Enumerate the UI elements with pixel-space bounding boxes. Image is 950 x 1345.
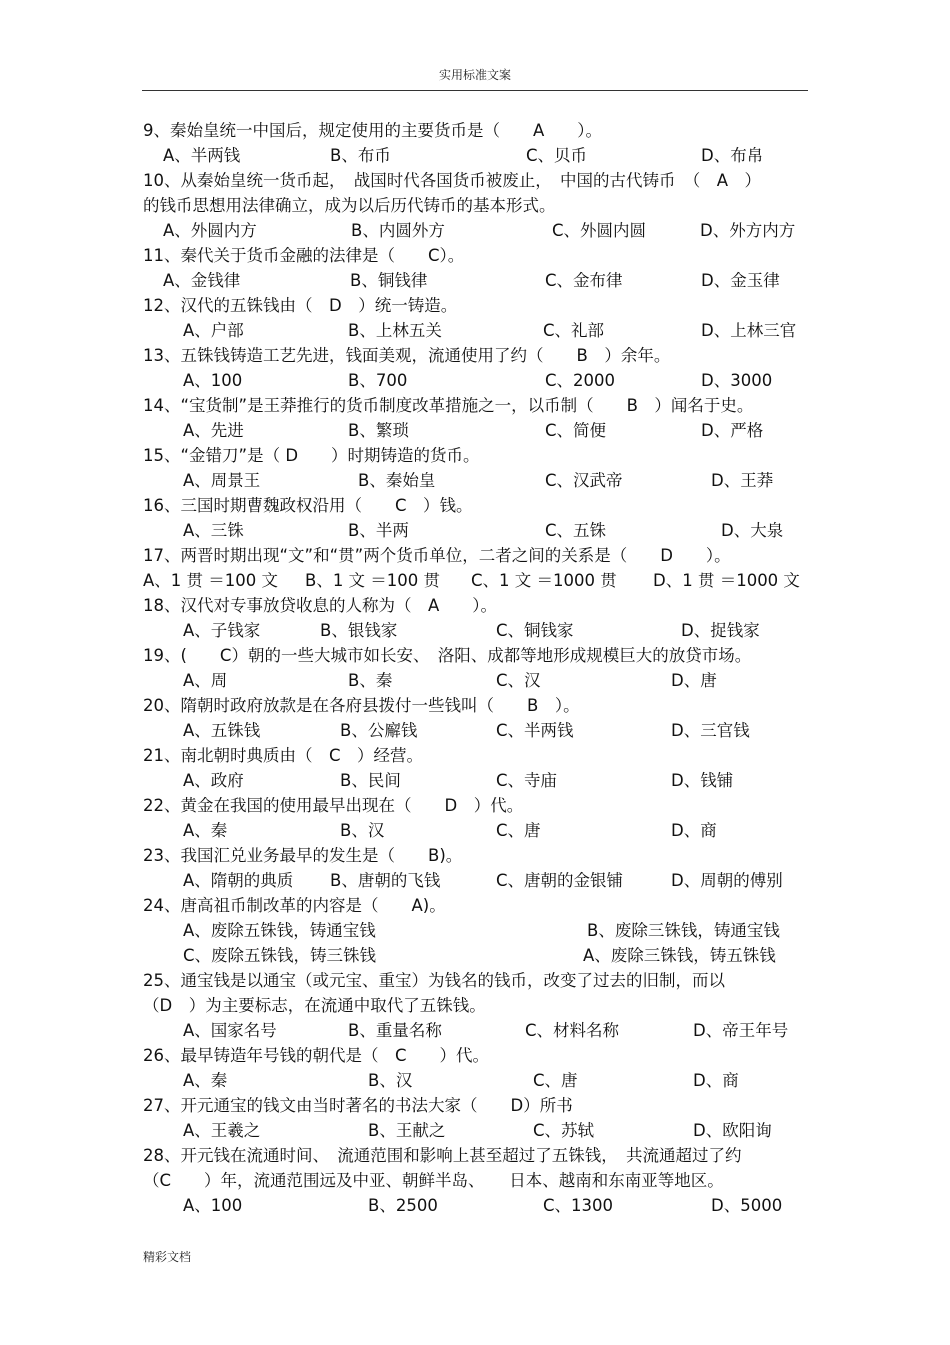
option-item: D、三官钱	[671, 721, 750, 740]
option-item: A、废除三铢钱，铸五铢钱	[583, 946, 776, 965]
question-text: 的钱币思想用法律确立，成为以后历代铸币的基本形式。	[143, 196, 556, 215]
options-row	[143, 1068, 813, 1093]
option-item: A、100	[183, 1196, 243, 1215]
question-text: 26、最早铸造年号钱的朝代是（ C ）代。	[143, 1046, 490, 1065]
option-item: B、繁琐	[348, 421, 409, 440]
option-item: D、捉钱家	[681, 621, 760, 640]
options-row	[143, 868, 813, 893]
option-item: C、材料名称	[525, 1021, 620, 1040]
options-row	[143, 568, 813, 593]
options-row	[143, 768, 813, 793]
option-item: B、半两	[348, 521, 409, 540]
option-item: C、唐朝的金银铺	[496, 871, 624, 890]
question-text: 11、秦代关于货币金融的法律是（ C）。	[143, 246, 465, 265]
question-text: 13、五铢钱铸造工艺先进，钱面美观，流通使用了约（ B ）余年。	[143, 346, 671, 365]
option-item: D、1 贯 ＝1000 文	[653, 571, 800, 590]
option-item: D、欧阳询	[693, 1121, 772, 1140]
option-item: D、3000	[701, 371, 773, 390]
option-item: C、半两钱	[496, 721, 574, 740]
question-text: 22、黄金在我国的使用最早出现在（ D ）代。	[143, 796, 524, 815]
question-list	[143, 118, 813, 1218]
option-item: A、周	[183, 671, 228, 690]
options-row	[143, 718, 813, 743]
option-item: C、礼部	[543, 321, 605, 340]
option-item: B、民间	[340, 771, 401, 790]
option-item: A、五铢钱	[183, 721, 261, 740]
question-text: （C ）年，流通范围远及中亚、朝鲜半岛、 日本、越南和东南亚等地区。	[143, 1171, 724, 1190]
question-text: 17、两晋时期出现“文”和“贯”两个货币单位，二者之间的关系是（ D ）。	[143, 546, 731, 565]
options-row	[143, 943, 813, 968]
options-row	[143, 143, 813, 168]
option-item: A、1 贯 ＝100 文	[143, 571, 279, 590]
option-item: A、政府	[183, 771, 244, 790]
option-item: A、子钱家	[183, 621, 261, 640]
option-item: B、2500	[368, 1196, 438, 1215]
question-text: （D ）为主要标志，在流通中取代了五铢钱。	[143, 996, 486, 1015]
option-item: A、100	[183, 371, 243, 390]
option-item: C、苏轼	[533, 1121, 595, 1140]
question-text: 28、开元钱在流通时间、 流通范围和影响上甚至超过了五铢钱， 共流通超过了约	[143, 1146, 742, 1165]
option-item: B、内圆外方	[351, 221, 445, 240]
option-item: A、秦	[183, 1071, 228, 1090]
question-text: 23、我国汇兑业务最早的发生是（ B)。	[143, 846, 463, 865]
option-item: A、国家名号	[183, 1021, 277, 1040]
option-item: A、隋朝的典质	[183, 871, 294, 890]
question-text: 12、汉代的五铢钱由（ D ）统一铸造。	[143, 296, 458, 315]
option-item: D、布帛	[701, 146, 764, 165]
option-item: C、寺庙	[496, 771, 558, 790]
question-text: 25、通宝钱是以通宝（或元宝、重宝）为钱名的钱币，改变了过去的旧制，而以	[143, 971, 725, 990]
option-item: D、周朝的傅别	[671, 871, 783, 890]
option-item: D、严格	[701, 421, 764, 440]
option-item: A、王羲之	[183, 1121, 261, 1140]
option-item: B、银钱家	[320, 621, 398, 640]
page-footer: 精彩文档	[143, 1250, 192, 1264]
option-item: C、唐	[533, 1071, 578, 1090]
options-row	[143, 518, 813, 543]
option-item: D、上林三官	[701, 321, 797, 340]
option-item: A、金钱律	[163, 271, 241, 290]
option-item: A、秦	[183, 821, 228, 840]
option-item: B、汉	[340, 821, 385, 840]
option-item: D、商	[671, 821, 717, 840]
option-item: B、上林五关	[348, 321, 442, 340]
question-text: 19、( C）朝的一些大城市如长安、 洛阳、成都等地形成规模巨大的放贷市场。	[143, 646, 752, 665]
options-row	[143, 1118, 813, 1143]
option-item: C、贝币	[526, 146, 588, 165]
options-row	[143, 268, 813, 293]
option-item: A、半两钱	[163, 146, 241, 165]
option-item: C、外圆内圆	[552, 221, 647, 240]
question-text: 10、从秦始皇统一货币起， 战国时代各国货币被废止， 中国的古代铸币 （ A ）	[143, 171, 762, 190]
question-text: 27、开元通宝的钱文由当时著名的书法大家（ D）所书	[143, 1096, 573, 1115]
header-divider	[142, 90, 808, 91]
options-row	[143, 1018, 813, 1043]
options-row	[143, 218, 813, 243]
option-item: B、汉	[368, 1071, 413, 1090]
option-item: D、5000	[711, 1196, 783, 1215]
question-text: 15、“金错刀”是（ D ）时期铸造的货币。	[143, 446, 480, 465]
option-item: C、汉武帝	[545, 471, 623, 490]
option-item: A、废除五铢钱，铸通宝钱	[183, 921, 376, 940]
option-item: B、700	[348, 371, 408, 390]
option-item: B、秦始皇	[358, 471, 436, 490]
question-text: 21、南北朝时典质由（ C ）经营。	[143, 746, 424, 765]
question-text: 20、隋朝时政府放款是在各府县拨付一些钱叫（ B ）。	[143, 696, 580, 715]
options-row	[143, 1193, 813, 1218]
option-item: B、铜钱律	[350, 271, 428, 290]
option-item: C、金布律	[545, 271, 623, 290]
option-item: B、唐朝的飞钱	[330, 871, 441, 890]
option-item: C、唐	[496, 821, 541, 840]
option-item: D、商	[693, 1071, 739, 1090]
options-row	[143, 918, 813, 943]
option-item: B、废除三铢钱，铸通宝钱	[587, 921, 780, 940]
page-header: 实用标准文案	[438, 68, 511, 82]
option-item: C、废除五铢钱，铸三铢钱	[183, 946, 377, 965]
option-item: D、唐	[671, 671, 717, 690]
options-row	[143, 668, 813, 693]
option-item: C、铜钱家	[496, 621, 574, 640]
option-item: D、金玉律	[701, 271, 780, 290]
option-item: C、五铢	[545, 521, 607, 540]
options-row	[143, 418, 813, 443]
option-item: D、钱铺	[671, 771, 734, 790]
option-item: A、户部	[183, 321, 244, 340]
question-text: 16、三国时期曹魏政权沿用（ C ）钱。	[143, 496, 473, 515]
option-item: D、外方内方	[700, 221, 796, 240]
option-item: D、大泉	[721, 521, 784, 540]
option-item: C、1 文 ＝1000 贯	[471, 571, 617, 590]
option-item: A、三铢	[183, 521, 244, 540]
option-item: B、布币	[330, 146, 391, 165]
options-row	[143, 618, 813, 643]
option-item: D、王莽	[711, 471, 774, 490]
option-item: C、简便	[545, 421, 607, 440]
options-row	[143, 318, 813, 343]
option-item: B、秦	[348, 671, 393, 690]
question-text: 24、唐高祖币制改革的内容是（ A)。	[143, 896, 446, 915]
option-item: A、外圆内方	[163, 221, 257, 240]
options-row	[143, 368, 813, 393]
option-item: C、1300	[543, 1196, 614, 1215]
question-text: 14、“宝货制”是王莽推行的货币制度改革措施之一，以币制（ B ）闻名于史。	[143, 396, 754, 415]
option-item: B、重量名称	[348, 1021, 442, 1040]
option-item: B、公廨钱	[340, 721, 418, 740]
option-item: A、先进	[183, 421, 244, 440]
question-text: 9、秦始皇统一中国后，规定使用的主要货币是（ A ）。	[143, 121, 603, 140]
option-item: B、1 文 ＝100 贯	[305, 571, 441, 590]
options-row	[143, 468, 813, 493]
option-item: C、汉	[496, 671, 541, 690]
option-item: B、王献之	[368, 1121, 446, 1140]
options-row	[143, 818, 813, 843]
question-text: 18、汉代对专事放贷收息的人称为（ A ）。	[143, 596, 498, 615]
option-item: C、2000	[545, 371, 616, 390]
option-item: A、周景王	[183, 471, 261, 490]
option-item: D、帝王年号	[693, 1021, 789, 1040]
